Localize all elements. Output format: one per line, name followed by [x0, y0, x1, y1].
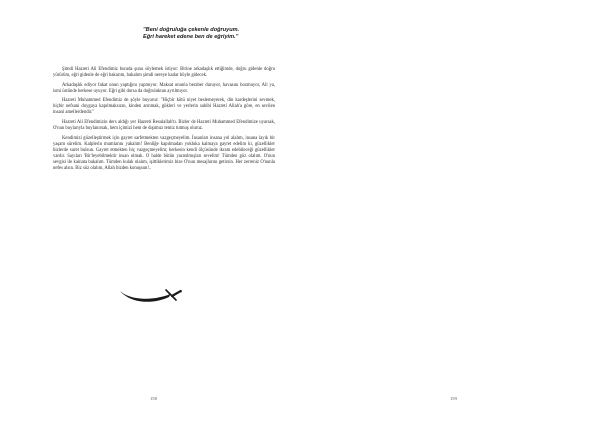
page-number: 159 — [450, 396, 457, 401]
paragraph: Hazreti Muhammed Efendimiz de şöyle buyurur: "Hiçbir kötü niyet beslemeyerek, din kardeşlerini sevmek, hiçbir nefsani duygaya kapılmaksızın, kinden arınmak, gökleri ve yerlerin sahibi Hazreti Allah'a göre, en sevilen insani amellerdendir." — [53, 98, 275, 116]
epigraph-line: "Beni doğruluğa çekenle doğruyum. — [143, 27, 240, 33]
body-text — [53, 67, 275, 176]
epigraph — [143, 27, 293, 42]
right-page — [300, 0, 600, 424]
page-number: 158 — [150, 396, 157, 401]
epigraph-line: Eğri hareket edene ben de eğriyim." — [143, 34, 239, 41]
paragraph: Arkadaşlık ediyor fakat onun yaptığını yapmıyor. Maksat onunla beraber duruyor, havasını bozmuyor, Ali ya, ismi üstünde herkese uyuyor. Eğri gibi dursa da doğruluktan ayrılmıyor. — [53, 82, 275, 94]
paragraph: Şimdi Hazreti Ali Efendimiz burada şunu söylemek istiyor: Birine arkadaşlık ettiğimde, doğru gidenle doğru yürürüm, eğri gidenle de eğri bakarım, bakalım şimdi nereye kadar böyle gidecek. — [53, 67, 275, 79]
paragraph: Kendimizi güzelleştirmek için gayret sarfetmekten vazgeçmeyelim. İnsanları insana yol alalım, insana layık bir yaşam sürelim. Kalplerin mumlarını yakalım! Benliğe kapılmadan yokluka kalmaya gayret edelim ki, güzellikler bizlerde suret bulsun. Gayret etmekten hiç vazgeçmeyelim; herkesin kendi ölçüsünde ikram edebileceği güzellikler vardır. Sayıları 'Bir'leyebilmektir insan olmak. O halde bütün yaratılmışları sevelim! Tümden göz olalım. O'nun sevgisi ile kainata bakalım. Tümden kulak olalım, işittiklerimiz bize O'nun mesajlarını getirsin. Her zerreniz O'nunla nefes alsın. Biz söz olalım, Allah bizden konuşsun!.. — [53, 135, 275, 172]
sword-ornament-icon — [116, 284, 186, 306]
paragraph: Hazreti Ali Efendimizin ders aldığı yer Hazreti Resulallah'tı. Bizler de Hazreti Muhammed Efendimize uyarsak, O'nun buylarıyla buylanırsak, hem içimizi hem de dışımızı temiz tutmuş oluruz. — [53, 120, 275, 132]
